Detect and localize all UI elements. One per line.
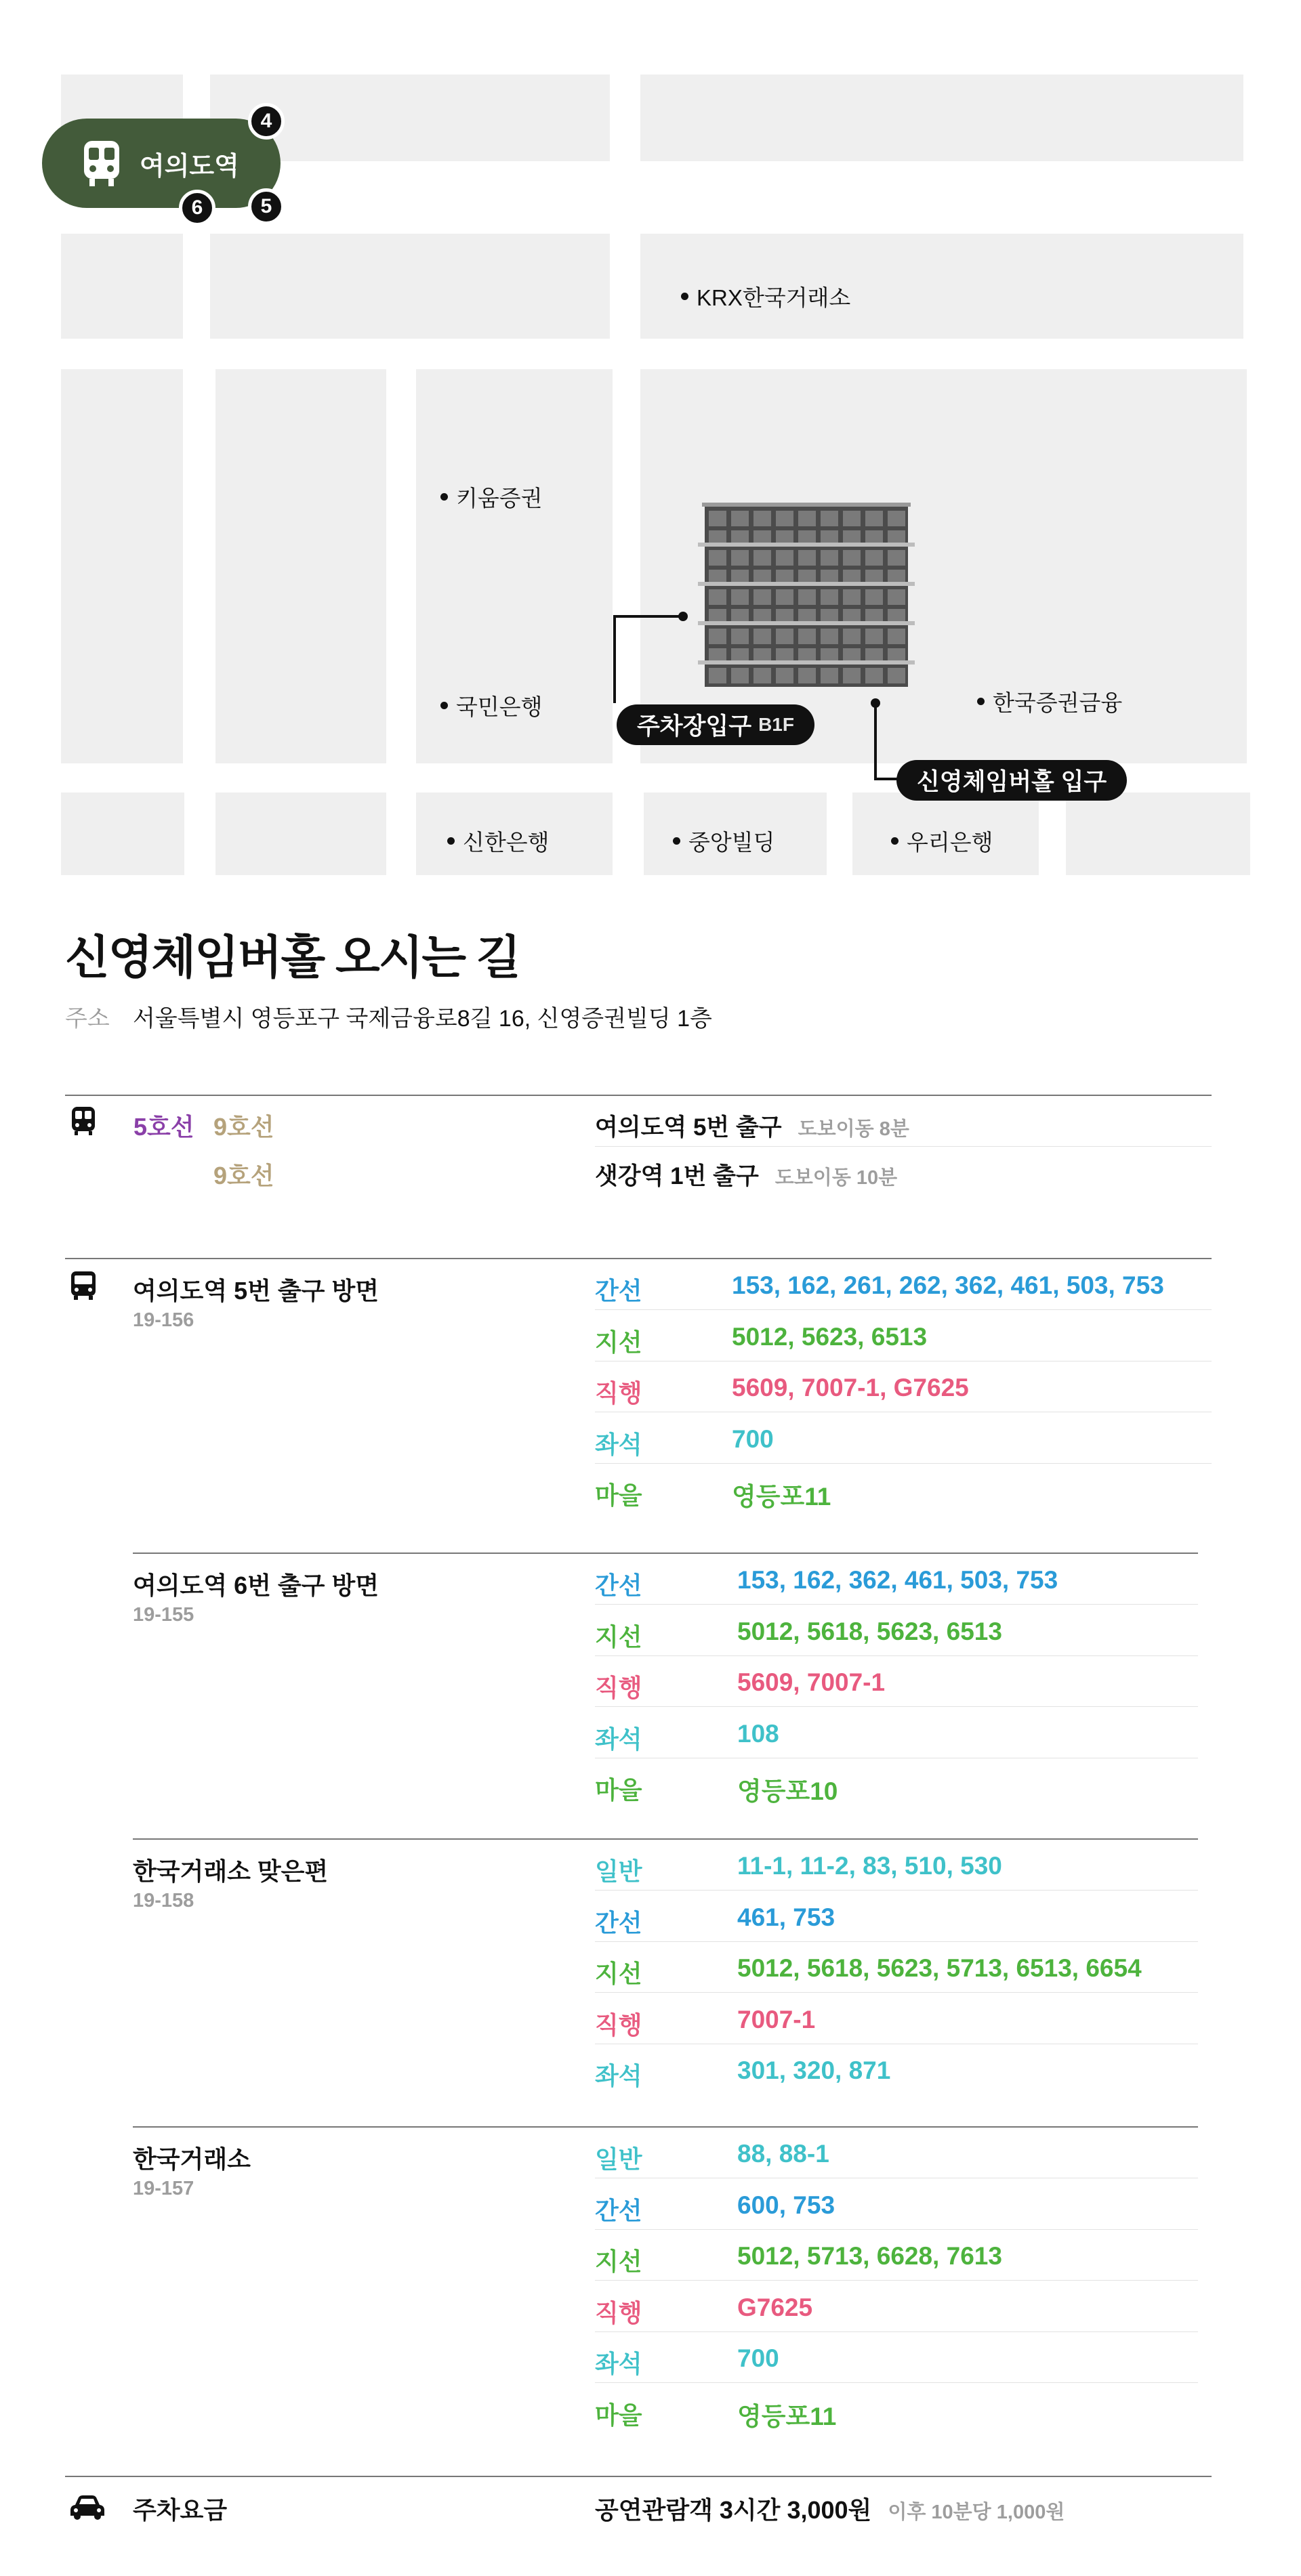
route-numbers: 461, 753	[737, 1903, 835, 1931]
bus-stop-name: 한국거래소 맞은편	[133, 1857, 329, 1885]
route-numbers: 11-1, 11-2, 83, 510, 530	[737, 1852, 1002, 1880]
poi-label: 우리은행	[907, 830, 993, 855]
route-numbers: 700	[737, 2344, 779, 2372]
map-block	[210, 234, 610, 339]
row-divider	[595, 1890, 1198, 1891]
building-window	[798, 550, 816, 566]
route-type: 직행	[595, 1674, 642, 1702]
poi-joongang	[673, 825, 775, 857]
building-window	[888, 668, 905, 683]
route-numbers: 5609, 7007-1, G7625	[732, 1374, 969, 1401]
route-numbers: 5012, 5623, 6513	[732, 1322, 928, 1351]
poi-dot	[977, 698, 985, 705]
map-block	[61, 793, 184, 875]
exit-badge-6: 6	[179, 190, 215, 226]
building-window	[753, 511, 771, 526]
page-title: 신영체임버홀 오시는 길	[65, 932, 520, 984]
building-window	[888, 550, 905, 566]
route-numbers: 5012, 5618, 5623, 6513	[737, 1617, 1002, 1645]
line-5-badge: 5호선	[133, 1113, 194, 1141]
poi-dot	[440, 702, 448, 709]
route-numbers: 영등포10	[737, 1777, 838, 1805]
bus-stop-code: 19-156	[133, 1309, 194, 1331]
hall-entrance-label	[896, 760, 1127, 801]
subway-exit-2	[595, 1158, 897, 1191]
route-type: 좌석	[595, 2350, 642, 2378]
poi-label: 키움증권	[456, 486, 543, 511]
building-window	[731, 511, 749, 526]
route-type: 지선	[595, 2247, 642, 2275]
row-divider	[595, 1706, 1198, 1707]
building-window	[821, 668, 838, 683]
line-9-badge: 9호선	[213, 1162, 274, 1189]
building-window	[865, 629, 883, 644]
row-divider	[595, 2280, 1198, 2281]
building-window	[776, 668, 793, 683]
building-window	[776, 511, 793, 526]
bus-stop-name: 여의도역 6번 출구 방면	[133, 1571, 379, 1599]
building-window	[776, 629, 793, 644]
building-window	[709, 511, 726, 526]
route-numbers: 700	[732, 1424, 774, 1453]
row-divider	[595, 1604, 1198, 1605]
route-type: 간선	[595, 1571, 642, 1599]
section-divider	[65, 1258, 1212, 1259]
route-numbers: 108	[737, 1719, 779, 1748]
subway-exit-1	[595, 1109, 909, 1143]
bus-stop-code: 19-158	[133, 1890, 194, 1912]
building-window	[776, 589, 793, 605]
line-9-badge: 9호선	[213, 1113, 274, 1141]
poi-dot	[673, 837, 680, 845]
building-window	[798, 589, 816, 605]
address-text: 서울특별시 영등포구 국제금융로8길 16, 신영증권빌딩 1층	[133, 1006, 712, 1032]
building-window	[776, 550, 793, 566]
parking-extra-fee: 이후 10분당 1,000원	[888, 2501, 1065, 2523]
station-name: 여의도역	[140, 152, 239, 181]
poi-dot	[440, 493, 448, 501]
building-window	[865, 550, 883, 566]
hall-entrance-text: 신영체임버홀 입구	[917, 769, 1107, 795]
building-window	[865, 589, 883, 605]
route-type: 마을	[595, 1481, 642, 1509]
route-type: 지선	[595, 1622, 642, 1651]
bus-stop-code: 19-157	[133, 2178, 194, 2199]
route-numbers: 301, 320, 871	[737, 2056, 891, 2084]
route-type: 일반	[595, 2145, 642, 2173]
route-numbers: 153, 162, 261, 262, 362, 461, 503, 753	[732, 1271, 1164, 1299]
location-map	[0, 0, 1301, 901]
building-window	[865, 668, 883, 683]
route-type: 일반	[595, 1857, 642, 1885]
building-window	[843, 511, 861, 526]
building-window	[798, 668, 816, 683]
building-window	[843, 550, 861, 566]
route-type: 좌석	[595, 2062, 642, 2090]
subway-exit-text: 여의도역 5번 출구	[595, 1114, 782, 1141]
walk-time: 도보이동 8분	[798, 1118, 909, 1140]
building-window	[753, 550, 771, 566]
bus-icon	[68, 1271, 98, 1301]
row-divider	[595, 2382, 1198, 2383]
row-divider	[595, 1941, 1198, 1942]
building-window	[731, 668, 749, 683]
map-block	[215, 793, 386, 875]
route-numbers: 600, 753	[737, 2191, 835, 2219]
route-numbers: 5012, 5713, 6628, 7613	[737, 2242, 1002, 2270]
building-window	[821, 511, 838, 526]
route-type: 간선	[595, 1277, 642, 1305]
parking-fee-text: 공연관람객 3시간 3,000원	[595, 2496, 872, 2524]
row-divider	[595, 1992, 1198, 1993]
poi-shinhan	[447, 825, 550, 857]
route-type: 마을	[595, 1776, 642, 1804]
poi-kookmin	[440, 690, 543, 721]
route-type: 직행	[595, 1379, 642, 1407]
row-divider	[595, 1655, 1198, 1656]
building-window	[843, 589, 861, 605]
poi-label: 중앙빌딩	[688, 830, 775, 855]
parking-level-text: B1F	[758, 714, 794, 735]
building-window	[731, 589, 749, 605]
map-block	[61, 234, 183, 339]
building-window	[709, 589, 726, 605]
subway-icon	[68, 1106, 98, 1136]
building-window	[888, 629, 905, 644]
train-icon	[81, 140, 122, 187]
building-window	[753, 589, 771, 605]
walk-time: 도보이동 10분	[775, 1167, 898, 1189]
poi-hanguk-finance	[977, 685, 1122, 717]
building-window	[709, 668, 726, 683]
building-window	[821, 550, 838, 566]
building-window	[731, 629, 749, 644]
row-divider	[595, 1146, 1212, 1147]
poi-label: 한국증권금융	[993, 690, 1123, 715]
poi-woori	[891, 825, 993, 857]
poi-label: KRX한국거래소	[697, 285, 851, 310]
map-block	[215, 369, 386, 763]
route-numbers: 5609, 7007-1	[737, 1668, 886, 1696]
station-marker	[42, 119, 281, 208]
row-divider	[595, 1309, 1212, 1310]
building-window	[821, 589, 838, 605]
poi-label: 신한은행	[463, 830, 550, 855]
bus-stop-name: 한국거래소	[133, 2145, 251, 2173]
poi-dot	[681, 293, 688, 300]
route-numbers: 88, 88-1	[737, 2140, 829, 2168]
route-numbers: 7007-1	[737, 2005, 816, 2033]
building-window	[798, 629, 816, 644]
building-window	[753, 629, 771, 644]
route-type: 좌석	[595, 1430, 642, 1458]
map-block	[1066, 793, 1250, 875]
building-window	[709, 629, 726, 644]
route-numbers: G7625	[737, 2293, 813, 2321]
parking-label: 주차요금	[133, 2496, 228, 2524]
building-window	[888, 511, 905, 526]
building-window	[843, 629, 861, 644]
bus-stop-name: 여의도역 5번 출구 방면	[133, 1277, 379, 1305]
route-type: 직행	[595, 2298, 642, 2327]
parking-label-text: 주차장입구	[637, 713, 752, 740]
bus-stop-code: 19-155	[133, 1604, 194, 1626]
route-type: 직행	[595, 2010, 642, 2039]
row-divider	[595, 2331, 1198, 2332]
building-window	[753, 668, 771, 683]
stop-divider	[133, 1553, 1198, 1554]
building-window	[888, 589, 905, 605]
route-type: 지선	[595, 1328, 642, 1356]
building-window	[821, 629, 838, 644]
exit-badge-4: 4	[248, 103, 285, 140]
row-divider	[595, 1463, 1212, 1464]
section-divider	[65, 1095, 1212, 1096]
section-divider	[65, 2476, 1212, 2477]
map-block	[640, 75, 1243, 161]
parking-fee	[595, 2491, 1065, 2526]
building-icon	[698, 503, 915, 690]
subway-exit-text: 샛강역 1번 출구	[595, 1163, 759, 1189]
row-divider	[595, 2229, 1198, 2230]
route-numbers: 5012, 5618, 5623, 5713, 6513, 6654	[737, 1954, 1142, 1982]
route-numbers: 153, 162, 362, 461, 503, 753	[737, 1566, 1058, 1594]
poi-kiwoom	[440, 481, 543, 513]
route-type: 마을	[595, 2401, 642, 2429]
building-window	[709, 550, 726, 566]
building-window	[865, 511, 883, 526]
route-type: 좌석	[595, 1725, 642, 1753]
route-numbers: 영등포11	[737, 2402, 837, 2430]
building-window	[731, 550, 749, 566]
exit-badge-5: 5	[248, 188, 285, 225]
address-row	[65, 1000, 712, 1033]
poi-label: 국민은행	[456, 694, 543, 719]
poi-dot	[447, 837, 455, 845]
route-type: 간선	[595, 2196, 642, 2224]
address-label: 주소	[65, 1006, 110, 1032]
map-block	[61, 369, 183, 763]
route-type: 지선	[595, 1960, 642, 1987]
parking-leader-line	[610, 610, 705, 711]
route-type: 간선	[595, 1908, 642, 1937]
poi-dot	[891, 837, 899, 845]
building-window	[843, 668, 861, 683]
parking-entrance-label	[617, 704, 814, 745]
car-icon	[68, 2494, 106, 2521]
poi-krx	[681, 280, 850, 312]
stop-divider	[133, 2126, 1198, 2128]
route-numbers: 영등포11	[732, 1483, 831, 1511]
stop-divider	[133, 1838, 1198, 1840]
building-window	[798, 511, 816, 526]
